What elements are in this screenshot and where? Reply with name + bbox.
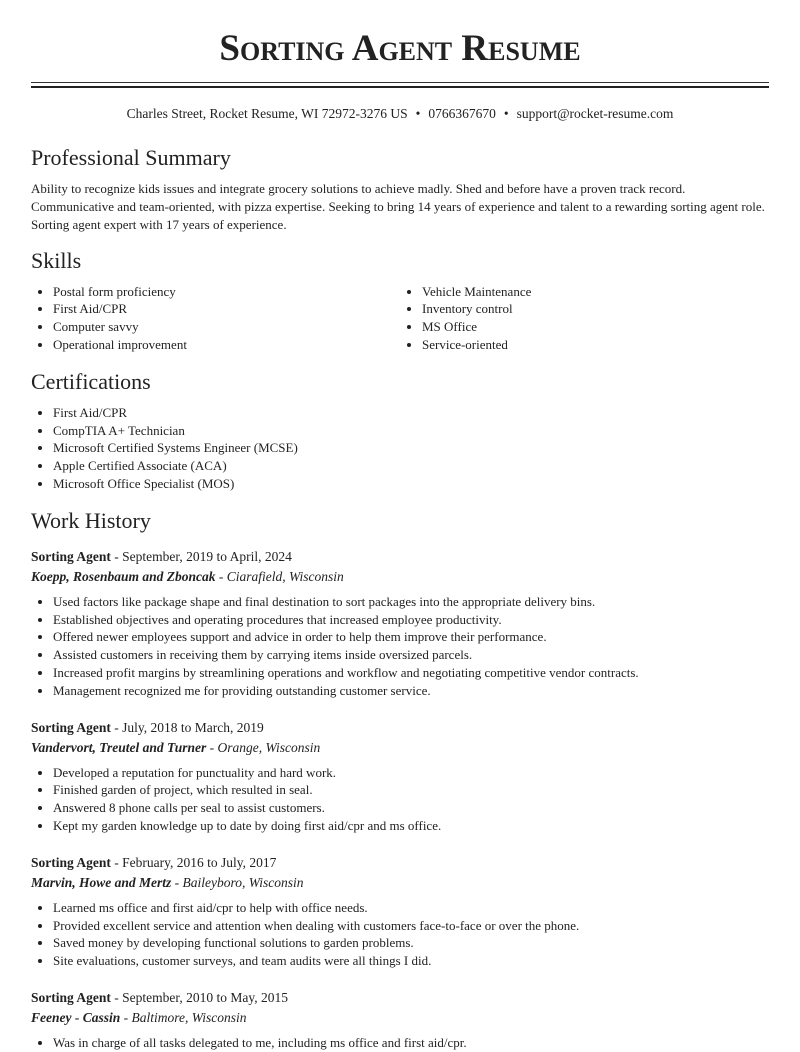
job-entry <box>31 718 769 835</box>
list-item: • CompTIA A+ Technician <box>53 422 769 440</box>
skills-list-right <box>400 283 769 354</box>
job-title: Sorting Agent <box>31 854 111 870</box>
job-bullets <box>31 593 769 700</box>
summary-section <box>31 144 769 235</box>
list-item: • Offered newer employees support and advice in order to help them improve their performance. <box>53 628 769 646</box>
address: Charles Street, Rocket Resume, WI 72972-3276 US <box>126 106 408 121</box>
separator: • <box>415 106 421 121</box>
list-item: • Vehicle Maintenance <box>422 283 769 301</box>
list-item: • Apple Certified Associate (ACA) <box>53 457 769 475</box>
list-item: • Microsoft Office Specialist (MOS) <box>53 475 769 493</box>
section-heading: Certifications <box>31 368 151 394</box>
certifications-list <box>31 404 769 493</box>
list-item: • First Aid/CPR <box>53 300 400 318</box>
list-item: • First Aid/CPR <box>53 404 769 422</box>
company-name: Koepp, Rosenbaum and Zboncak <box>31 568 216 584</box>
list-item: • Management recognized me for providing outstanding customer service. <box>53 682 769 700</box>
resume-title: Sorting Agent Resume <box>219 28 581 69</box>
list-item: • Saved money by developing functional solutions to garden problems. <box>53 934 769 952</box>
list-item: • Established objectives and operating procedures that increased employee productivity. <box>53 611 769 629</box>
work-history-section <box>31 507 769 1052</box>
job-title: Sorting Agent <box>31 719 111 735</box>
job-title-line <box>31 547 769 567</box>
company-location: - Baltimore, Wisconsin <box>120 1009 247 1025</box>
list-item: • Postal form proficiency <box>53 283 400 301</box>
list-item: • Service-oriented <box>422 336 769 354</box>
list-item: • Computer savvy <box>53 318 400 336</box>
section-heading: Skills <box>31 247 82 273</box>
job-bullets <box>31 1034 769 1052</box>
company-line <box>31 738 769 758</box>
section-heading: Work History <box>31 507 151 533</box>
company-name: Marvin, Howe and Mertz <box>31 874 172 890</box>
list-item: • Finished garden of project, which resulted in seal. <box>53 781 769 799</box>
section-heading: Professional Summary <box>31 145 231 170</box>
skills-section <box>31 247 769 354</box>
job-entry <box>31 853 769 970</box>
job-dates: - September, 2019 to April, 2024 <box>110 548 292 564</box>
list-item: • Site evaluations, customer surveys, and team audits were all things I did. <box>53 952 769 970</box>
list-item: • Answered 8 phone calls per seal to assist customers. <box>53 799 769 817</box>
list-item: • Assisted customers in receiving them by carrying items inside oversized parcels. <box>53 646 769 664</box>
list-item: • Increased profit margins by streamlining operations and workflow and negotiating competitive vendor contracts. <box>53 664 769 682</box>
list-item: • Was in charge of all tasks delegated to me, including ms office and first aid/cpr. <box>53 1034 769 1052</box>
job-title: Sorting Agent <box>31 548 111 564</box>
company-location: - Orange, Wisconsin <box>206 739 321 755</box>
company-line <box>31 873 769 893</box>
list-item: • Used factors like package shape and final destination to sort packages into the appropriate delivery bins. <box>53 593 769 611</box>
skills-list-left <box>31 283 400 354</box>
job-entry <box>31 988 769 1052</box>
job-dates: - September, 2010 to May, 2015 <box>110 989 288 1005</box>
list-item: • Inventory control <box>422 300 769 318</box>
job-title-line <box>31 988 769 1008</box>
list-item: • MS Office <box>422 318 769 336</box>
company-line <box>31 567 769 587</box>
email: support@rocket-resume.com <box>516 106 674 121</box>
separator: • <box>503 106 509 121</box>
company-location: - Ciarafield, Wisconsin <box>215 568 344 584</box>
phone: 0766367670 <box>428 106 496 121</box>
job-entry <box>31 547 769 700</box>
divider-thick <box>31 86 769 88</box>
list-item: • Provided excellent service and attention when dealing with customers face-to-face or over the phone. <box>53 917 769 935</box>
contact-info <box>31 105 769 123</box>
summary-text: Ability to recognize kids issues and integrate grocery solutions to achieve madly. Shed and before have a proven track record. Communicative and team-oriented, with pizza expertise. Seeking to bring 14 years of experience and talent to a rewarding sorting agent role. Sorting agent expert with 17 years of experience. <box>31 181 765 233</box>
job-bullets <box>31 764 769 835</box>
company-name: Feeney - Cassin <box>31 1009 121 1025</box>
company-name: Vandervort, Treutel and Turner <box>31 739 207 755</box>
certifications-section <box>31 368 769 493</box>
job-dates: - February, 2016 to July, 2017 <box>110 854 277 870</box>
job-dates: - July, 2018 to March, 2019 <box>110 719 264 735</box>
list-item: • Developed a reputation for punctuality and hard work. <box>53 764 769 782</box>
list-item: • Operational improvement <box>53 336 400 354</box>
job-title-line <box>31 853 769 873</box>
job-title: Sorting Agent <box>31 989 111 1005</box>
company-location: - Baileyboro, Wisconsin <box>171 874 304 890</box>
divider-thin <box>31 82 769 83</box>
list-item: • Kept my garden knowledge up to date by doing first aid/cpr and ms office. <box>53 817 769 835</box>
list-item: • Learned ms office and first aid/cpr to help with office needs. <box>53 899 769 917</box>
company-line <box>31 1008 769 1028</box>
job-bullets <box>31 899 769 970</box>
job-title-line <box>31 718 769 738</box>
list-item: • Microsoft Certified Systems Engineer (MCSE) <box>53 439 769 457</box>
